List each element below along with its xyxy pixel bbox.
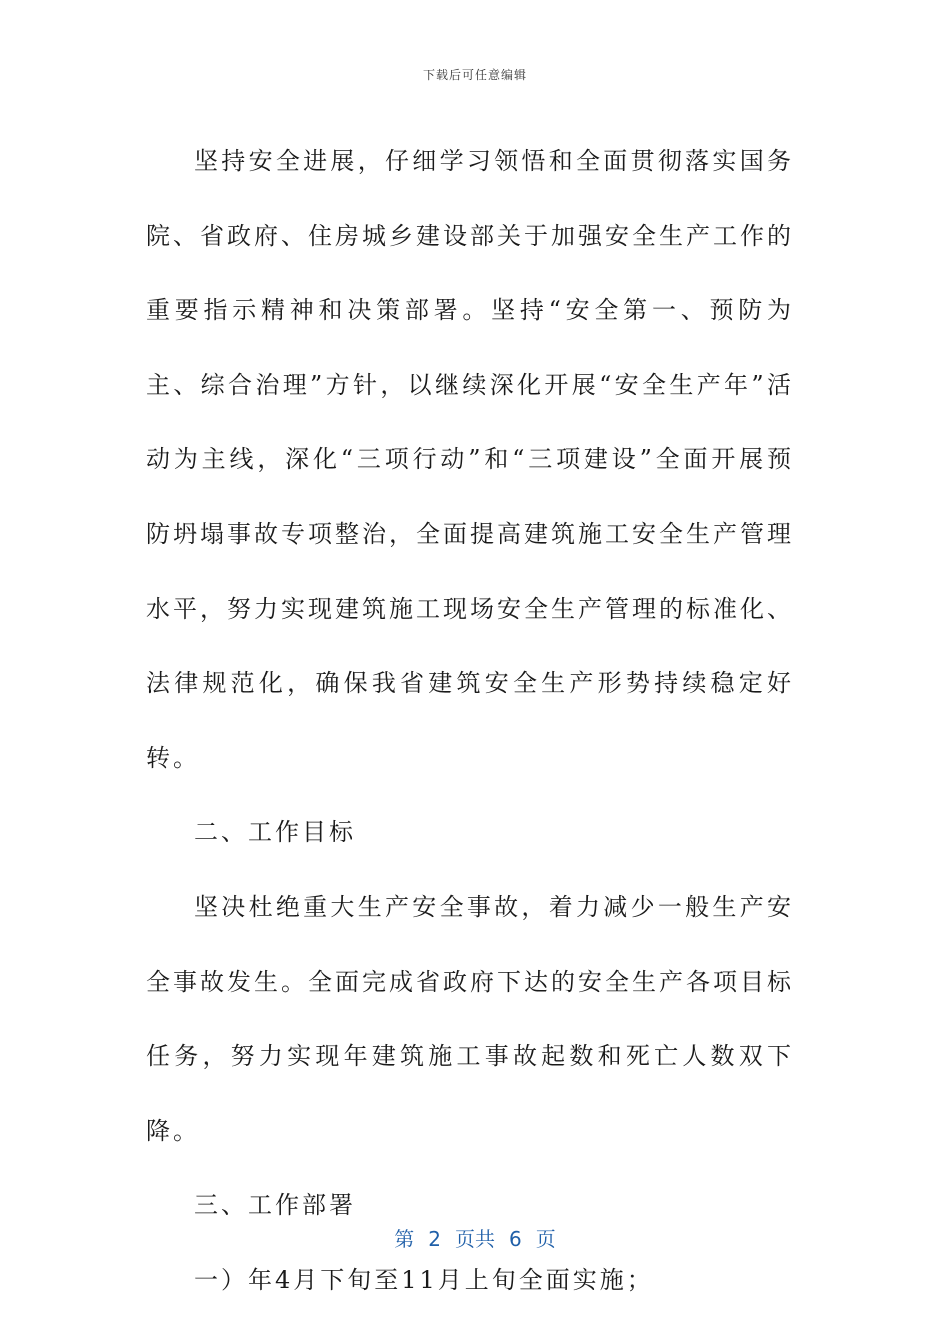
- page-footer: [0, 1223, 950, 1252]
- paragraph-goals: 坚决杜绝重大生产安全事故，着力减少一般生产安全事故发生。全面完成省政府下达的安全生产各项目标任务，努力实现年建筑施工事故起数和死亡人数双下降。: [146, 892, 794, 1145]
- footer-middle: 页共: [455, 1227, 495, 1251]
- current-page-number: 2: [428, 1227, 441, 1251]
- footer-prefix: 第: [394, 1227, 415, 1251]
- footer-suffix: 页: [535, 1227, 556, 1251]
- paragraph-deployment-step-1: 一）年4月下旬至11月上旬全面实施；: [194, 1265, 654, 1294]
- page-header: 下载后可任意编辑: [422, 68, 527, 82]
- paragraph-principles: 坚持安全进展，仔细学习领悟和全面贯彻落实国务院、省政府、住房城乡建设部关于加强安全生产工作的重要指示精神和决策部署。坚持“安全第一、预防为主、综合治理”方针，以继续深化开展“安全生产年”活动为主线，深化“三项行动”和“三项建设”全面开展预防坍塌事故专项整治，全面提高建筑施工安全生产管理水平，努力实现建筑施工现场安全生产管理的标准化、法律规范化，确保我省建筑安全生产形势持续稳定好转。: [146, 147, 794, 772]
- section-heading-deployment: 三、工作部署: [194, 1191, 356, 1220]
- document-body: [146, 124, 794, 1318]
- total-pages-number: 6: [509, 1227, 522, 1251]
- section-heading-goals: 二、工作目标: [194, 818, 356, 847]
